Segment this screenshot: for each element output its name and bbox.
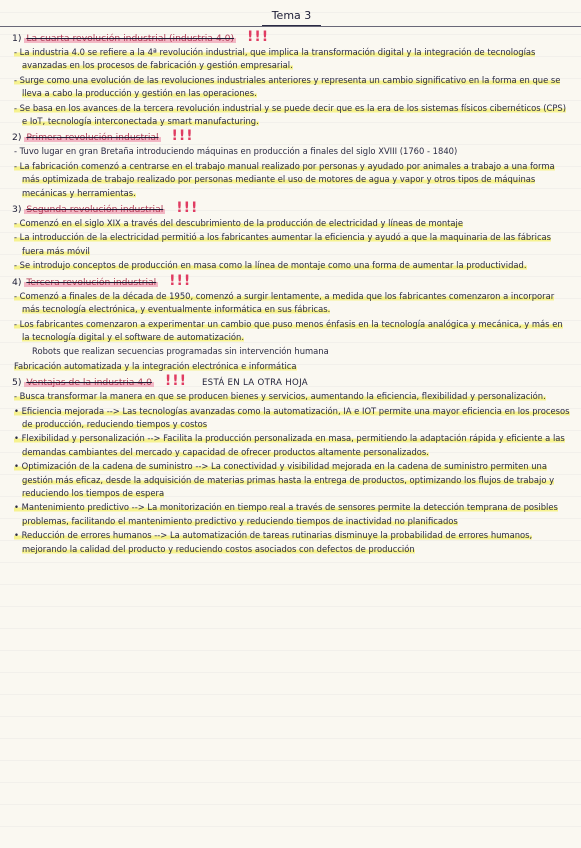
bullet-item: • Optimización de la cadena de suministro --> La conectividad y visibilidad mejorada en la cadena de suministro permiten una gestión más eficaz, desde la adquisición de materias primas hasta la entrega de productos, optimizando los flujos de trabajo y reduciendo los tiempos de espera — [14, 461, 555, 498]
section-heading — [12, 30, 571, 46]
section-number: 2) — [12, 132, 22, 144]
exclamation-mark: !!! — [164, 373, 188, 390]
paragraph: - Comenzó a finales de la década de 1950, comenzó a surgir lentamente, a medida que los fabricantes comenzaron a incorporar más tecnología electrónica, y eventualmente informática en sus fábricas. — [14, 290, 555, 315]
section-heading — [12, 129, 571, 145]
section-title: La cuarta revolución industrial (industria 4.0) — [26, 33, 235, 44]
paragraph: - Busca transformar la manera en que se producen bienes y servicios, aumentando la eficiencia, flexibilidad y personalización. — [14, 391, 546, 402]
section-1 — [12, 30, 571, 128]
section-3 — [12, 201, 571, 273]
paragraph: - La industria 4.0 se refiere a la 4ª revolución industrial, que implica la transformación digital y la integración de tecnologías avanzadas en los procesos de fabricación y gestión empresarial. — [14, 47, 536, 71]
title-rule — [0, 26, 581, 27]
paragraph: - Tuvo lugar en gran Bretaña introduciendo máquinas en producción a finales del siglo XVIII (1760 - 1840) — [14, 146, 458, 157]
exclamation-mark: !!! — [246, 29, 270, 45]
bullet-item: • Flexibilidad y personalización --> Facilita la producción personalizada en masa, permitiendo la adaptación rápida y eficiente a las demandas cambiantes del mercado y capacidad de ofrecer productos altamente personalizados. — [14, 433, 565, 457]
bullet-item: • Mantenimiento predictivo --> La monitorización en tiempo real a través de sensores permite la detección temprana de posibles problemas, facilitando el mantenimiento predictivo y reduciendo tiempos de inactividad no planificados — [14, 502, 558, 526]
exclamation-mark: !!! — [176, 200, 199, 217]
paragraph: - Comenzó en el siglo XIX a través del descubrimiento de la producción de electricidad y líneas de montaje — [14, 218, 464, 229]
paragraph: - Se introdujo conceptos de producción en masa como la línea de montaje como una forma de aumentar la productividad. — [14, 260, 527, 271]
section-heading — [12, 201, 571, 217]
section-number: 4) — [12, 276, 22, 288]
section-number: 3) — [12, 204, 22, 216]
bullet-item: • Eficiencia mejorada --> Las tecnologías avanzadas como la automatización, IA e IOT permite una mayor eficiencia en los procesos de producción, reduciendo tiempos y costos — [14, 405, 570, 429]
section-number: 1) — [12, 33, 22, 44]
paragraph: Robots que realizan secuencias programadas sin intervención humana — [32, 346, 329, 357]
section-title: Tercera revolución industrial — [26, 276, 157, 288]
exclamation-mark: !!! — [171, 128, 194, 145]
section-2 — [12, 129, 571, 200]
paragraph: - Surge como una evolución de las revoluciones industriales anteriores y representa un cambio significativo en la forma en que se lleva a cabo la producción y gestión en las operaciones. — [14, 74, 561, 99]
section-heading — [12, 274, 571, 290]
section-number: 5) — [12, 377, 22, 389]
section-title: Ventajas de la industria 4.0 — [26, 377, 152, 389]
paragraph: Fabricación automatizada y la integración electrónica e informática — [14, 360, 297, 371]
exclamation-mark: !!! — [169, 272, 192, 289]
paragraph: - Los fabricantes comenzaron a experimentar un cambio que puso menos énfasis en la tecnología analógica y mecánica, y más en la tecnología digital y el software de automatización. — [14, 318, 563, 342]
section-5 — [12, 374, 571, 556]
bullet-item: • Reducción de errores humanos --> La automatización de tareas rutinarias disminuye la probabilidad de errores humanos, mejorando la calidad del producto y reduciendo costos asociados con defectos de producción — [14, 530, 533, 554]
title-wrap — [12, 4, 571, 28]
section-4 — [12, 274, 571, 373]
page-title: Tema 3 — [262, 7, 322, 26]
paragraph: - La introducción de la electricidad permitió a los fabricantes aumentar la eficiencia y ayudó a que la maquinaria de las fábricas fuera más móvil — [14, 232, 552, 256]
section-title: Segunda revolución industrial — [26, 204, 164, 216]
section-heading — [12, 374, 571, 390]
paragraph: - Se basa en los avances de la tercera revolución industrial y se puede decir que es la era de los sistemas físicos cibernéticos (CPS) e IoT, tecnología interconectada y smart manufacturing. — [14, 102, 566, 127]
paragraph: - La fabricación comenzó a centrarse en el trabajo manual realizado por personas y ayudado por animales a trabajo a una forma más optimizada de trabajo realizado por personas mediante el uso de motores de agua y vapor y otros tipos de máquinas mecánicas y herramientas. — [14, 160, 555, 198]
side-note: ESTÁ EN LA OTRA HOJA — [201, 378, 308, 389]
section-title: Primera revolución industrial — [26, 132, 159, 144]
